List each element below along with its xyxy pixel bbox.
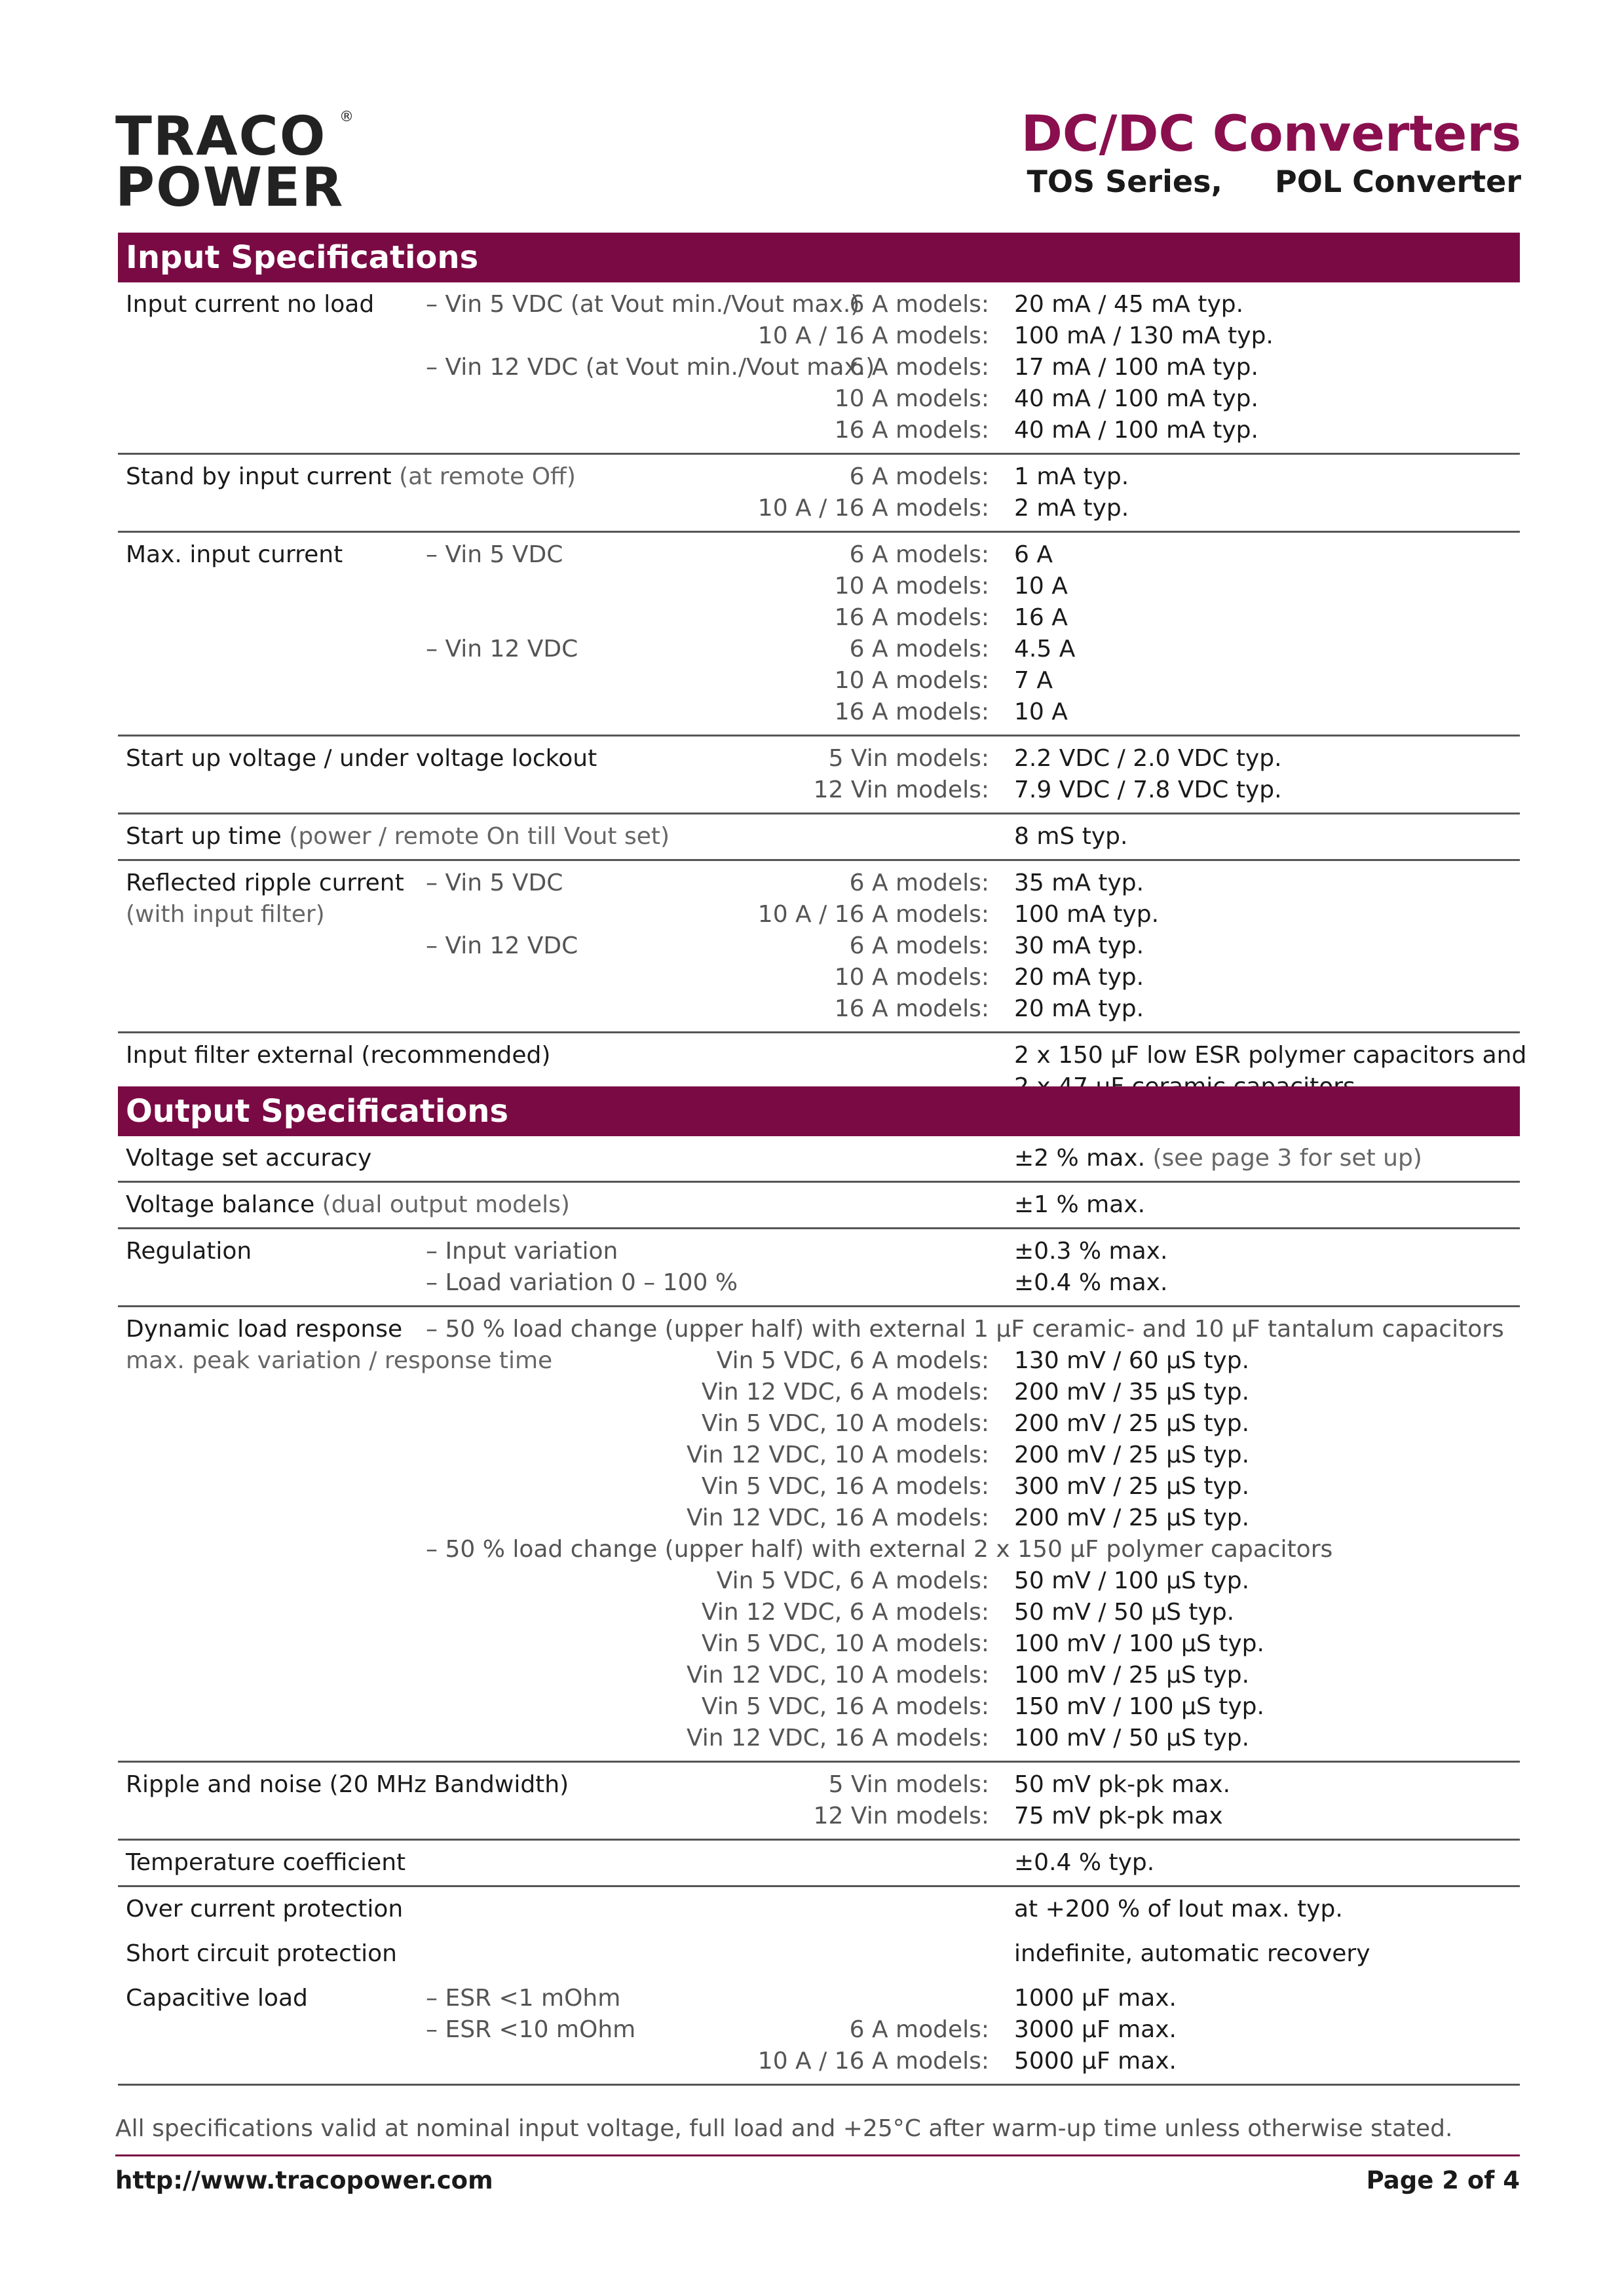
spec-model: Vin 12 VDC, 10 A models: — [686, 1442, 989, 1468]
spec-value — [1014, 665, 1053, 697]
spec-label-note: (dual output models) — [314, 1191, 570, 1218]
spec-value — [1014, 1440, 1249, 1471]
spec-line — [118, 899, 1520, 930]
spec-value-text: 100 mV / 100 µS typ. — [1014, 1630, 1264, 1657]
spec-model: Vin 12 VDC, 6 A models: — [701, 1379, 989, 1406]
spec-value-text: 300 mV / 25 µS typ. — [1014, 1473, 1250, 1500]
spec-label — [126, 1236, 252, 1267]
spec-condition: – 50 % load change (upper half) with external 1 µF ceramic- and 10 µF tantalum capacitors — [426, 1316, 1504, 1343]
spec-value-text: 35 mA typ. — [1014, 870, 1144, 896]
spec-value-text: 30 mA typ. — [1014, 932, 1144, 959]
spec-label-note: max. peak variation / response time — [126, 1347, 553, 1374]
spec-model: 6 A models: — [849, 463, 989, 490]
spec-value-text: 50 mV / 100 µS typ. — [1014, 1567, 1250, 1594]
footnote: All specifications valid at nominal input voltage, full load and +25°C after warm-up time unless otherwise stated. — [115, 2115, 1453, 2142]
spec-value — [1014, 1628, 1264, 1660]
spec-value — [1014, 1723, 1249, 1754]
spec-value — [1014, 2046, 1177, 2077]
spec-line — [118, 1440, 1520, 1471]
spec-row — [118, 1136, 1520, 1183]
spec-row — [118, 1976, 1520, 2086]
spec-line — [118, 1801, 1520, 1832]
spec-label — [126, 461, 576, 493]
spec-model: 6 A models: — [849, 636, 989, 662]
spec-line — [118, 539, 1520, 571]
spec-model: 6 A models: — [849, 2016, 989, 2043]
spec-condition: – 50 % load change (upper half) with external 2 x 150 µF polymer capacitors — [426, 1536, 1333, 1563]
registered-mark: ® — [339, 109, 354, 125]
spec-row — [118, 1307, 1520, 1763]
spec-value — [1014, 1597, 1234, 1628]
spec-row — [118, 282, 1520, 455]
spec-value-text: 100 mA typ. — [1014, 901, 1160, 928]
spec-label — [126, 1345, 552, 1377]
spec-value — [1014, 899, 1159, 930]
spec-line — [118, 383, 1520, 415]
spec-row — [118, 1932, 1520, 1976]
spec-condition: – ESR <10 mOhm — [426, 2016, 636, 2043]
spec-model: Vin 5 VDC, 16 A models: — [701, 1693, 989, 1720]
spec-condition: – Vin 12 VDC — [426, 932, 578, 959]
spec-value-text: 20 mA typ. — [1014, 964, 1144, 991]
spec-label-text: Over current protection — [126, 1896, 404, 1923]
logo-line-2: POWER — [115, 157, 345, 219]
spec-line — [118, 1236, 1520, 1267]
spec-model: 10 A models: — [834, 964, 989, 991]
spec-value — [1014, 821, 1127, 852]
spec-model: 10 A models: — [834, 667, 989, 694]
spec-model: 5 Vin models: — [828, 745, 989, 772]
spec-value — [1014, 320, 1274, 352]
spec-value — [1014, 1983, 1177, 2014]
spec-value — [1014, 1938, 1370, 1970]
spec-value-text: 20 mA / 45 mA typ. — [1014, 291, 1244, 318]
spec-line — [118, 1565, 1520, 1597]
spec-model: 12 Vin models: — [813, 776, 989, 803]
spec-model: 10 A / 16 A models: — [757, 901, 989, 928]
spec-line — [118, 775, 1520, 806]
spec-model: Vin 12 VDC, 16 A models: — [686, 1725, 989, 1751]
spec-line — [118, 320, 1520, 352]
spec-label-text: Dynamic load response — [126, 1316, 403, 1343]
spec-value-text: 17 mA / 100 mA typ. — [1014, 354, 1258, 381]
spec-value-text: 16 A — [1014, 604, 1068, 631]
spec-label-text: Reflected ripple current — [126, 870, 404, 896]
spec-value-text: 1 mA typ. — [1014, 463, 1129, 490]
spec-model: 10 A / 16 A models: — [757, 322, 989, 349]
spec-condition: – Vin 5 VDC (at Vout min./Vout max.) — [426, 291, 860, 318]
spec-value-text: 7.9 VDC / 7.8 VDC typ. — [1014, 776, 1282, 803]
spec-value-text: ±0.4 % max. — [1014, 1269, 1168, 1296]
spec-value — [1014, 775, 1282, 806]
spec-line — [118, 415, 1520, 446]
spec-label — [126, 743, 597, 775]
spec-row — [118, 1183, 1520, 1229]
spec-value-text: 200 mV / 25 µS typ. — [1014, 1442, 1250, 1468]
spec-model: 12 Vin models: — [813, 1803, 989, 1829]
output-specifications-heading: Output Specifications — [118, 1086, 1520, 1136]
spec-row — [118, 1887, 1520, 1932]
spec-value-text: 1000 µF max. — [1014, 1985, 1177, 2012]
footer-website-link[interactable]: http://www.tracopower.com — [115, 2166, 493, 2194]
spec-value-text: indefinite, automatic recovery — [1014, 1940, 1370, 1967]
spec-label-note: (with input filter) — [126, 901, 325, 928]
spec-condition: – Vin 12 VDC (at Vout min./Vout max.) — [426, 354, 875, 381]
spec-value — [1014, 2014, 1177, 2046]
spec-value — [1014, 930, 1144, 962]
spec-label — [126, 1894, 403, 1925]
spec-model: Vin 5 VDC, 10 A models: — [701, 1630, 989, 1657]
spec-value — [1014, 352, 1258, 383]
spec-value — [1014, 493, 1129, 524]
traco-power-logo — [115, 105, 377, 219]
spec-model: Vin 12 VDC, 10 A models: — [686, 1662, 989, 1689]
spec-label-note: (at remote Off) — [391, 463, 576, 490]
spec-value-text: 40 mA / 100 mA typ. — [1014, 417, 1258, 444]
spec-value — [1014, 1040, 1526, 1071]
spec-line — [118, 1660, 1520, 1691]
spec-value-text: 200 mV / 25 µS typ. — [1014, 1410, 1250, 1437]
spec-value-text: 100 mV / 50 µS typ. — [1014, 1725, 1250, 1751]
document-title-block — [1021, 105, 1521, 201]
spec-value — [1014, 1847, 1154, 1879]
spec-line — [118, 1534, 1520, 1565]
spec-row — [118, 861, 1520, 1033]
page-title: DC/DC Converters — [1021, 104, 1521, 163]
page-subtitle: TOS Series, POL Converter — [1027, 164, 1521, 199]
spec-value — [1014, 1565, 1249, 1597]
spec-model: 6 A models: — [849, 291, 989, 318]
spec-line — [118, 1040, 1527, 1071]
spec-line — [118, 571, 1520, 602]
spec-value-note: (see page 3 for set up) — [1145, 1145, 1422, 1172]
spec-line — [118, 1377, 1520, 1408]
spec-value-text: 2.2 VDC / 2.0 VDC typ. — [1014, 745, 1282, 772]
input-specifications-table — [118, 233, 1527, 1109]
spec-value — [1014, 1408, 1249, 1440]
spec-line — [118, 821, 1520, 852]
spec-value-text: 10 A — [1014, 573, 1068, 600]
spec-row — [118, 737, 1520, 814]
spec-line — [118, 1938, 1520, 1970]
spec-value-text: 75 mV pk-pk max — [1014, 1803, 1223, 1829]
spec-line — [118, 1723, 1520, 1754]
spec-model: Vin 5 VDC, 10 A models: — [701, 1410, 989, 1437]
spec-label — [126, 1769, 569, 1801]
spec-value — [1014, 1894, 1343, 1925]
spec-value-text: 100 mA / 130 mA typ. — [1014, 322, 1274, 349]
spec-value — [1014, 383, 1258, 415]
spec-condition: – Vin 5 VDC — [426, 870, 563, 896]
spec-line — [118, 2014, 1520, 2046]
spec-label-text: Max. input current — [126, 541, 343, 568]
spec-value-text: 200 mV / 35 µS typ. — [1014, 1379, 1250, 1406]
spec-row — [118, 1841, 1520, 1887]
spec-value — [1014, 1660, 1249, 1691]
spec-value — [1014, 415, 1258, 446]
spec-line — [118, 1314, 1520, 1345]
spec-row — [118, 1763, 1520, 1841]
spec-value — [1014, 962, 1144, 993]
spec-label — [126, 899, 325, 930]
spec-line — [118, 1597, 1520, 1628]
logo-line-1: TRACO — [115, 105, 327, 168]
spec-model: Vin 5 VDC, 6 A models: — [716, 1347, 989, 1374]
spec-value — [1014, 289, 1243, 320]
spec-line — [118, 1983, 1520, 2014]
spec-line — [118, 1143, 1520, 1174]
footer-divider — [115, 2154, 1520, 2156]
spec-row — [118, 1229, 1520, 1307]
spec-line — [118, 1502, 1520, 1534]
spec-model: Vin 12 VDC, 16 A models: — [686, 1504, 989, 1531]
spec-value-text: 7 A — [1014, 667, 1053, 694]
spec-label-text: Stand by input current — [126, 463, 392, 490]
spec-value — [1014, 993, 1144, 1025]
spec-value — [1014, 1143, 1422, 1174]
spec-model: 16 A models: — [834, 604, 989, 631]
spec-value — [1014, 868, 1144, 899]
spec-model: 16 A models: — [834, 417, 989, 444]
spec-value-text: 20 mA typ. — [1014, 995, 1144, 1022]
spec-value — [1014, 1345, 1249, 1377]
spec-line — [118, 962, 1520, 993]
spec-model: 6 A models: — [849, 541, 989, 568]
spec-line — [118, 1769, 1520, 1801]
spec-label-note: (power / remote On till Vout set) — [281, 823, 670, 850]
spec-label — [126, 539, 343, 571]
spec-value-text: 5000 µF max. — [1014, 2048, 1177, 2075]
spec-model: 10 A / 16 A models: — [757, 2048, 989, 2075]
spec-condition: – Load variation 0 – 100 % — [426, 1269, 738, 1296]
spec-label-text: Start up voltage / under voltage lockout — [126, 745, 597, 772]
spec-line — [118, 1189, 1520, 1221]
spec-model: 6 A models: — [849, 354, 989, 381]
spec-line — [118, 697, 1520, 728]
spec-value-text: at +200 % of Iout max. typ. — [1014, 1896, 1343, 1923]
spec-value-text: 2 x 150 µF low ESR polymer capacitors and — [1014, 1042, 1527, 1069]
spec-value-text: 8 mS typ. — [1014, 823, 1128, 850]
spec-value-text: 10 A — [1014, 698, 1068, 725]
spec-value — [1014, 1801, 1223, 1832]
output-specifications-table — [118, 1086, 1520, 2086]
spec-value — [1014, 1691, 1264, 1723]
spec-line — [118, 634, 1520, 665]
spec-line — [118, 461, 1520, 493]
spec-model: 10 A models: — [834, 385, 989, 412]
spec-line — [118, 1345, 1520, 1377]
spec-label — [126, 1040, 550, 1071]
spec-model: 16 A models: — [834, 698, 989, 725]
spec-label-text: Capacitive load — [126, 1985, 308, 2012]
spec-value — [1014, 697, 1068, 728]
spec-value-text: 2 mA typ. — [1014, 495, 1129, 522]
spec-value-text: 4.5 A — [1014, 636, 1076, 662]
spec-row — [118, 533, 1520, 737]
spec-label-text: Regulation — [126, 1238, 252, 1265]
spec-value-text: 200 mV / 25 µS typ. — [1014, 1504, 1250, 1531]
spec-value — [1014, 571, 1068, 602]
spec-value-text: 150 mV / 100 µS typ. — [1014, 1693, 1264, 1720]
spec-line — [118, 1408, 1520, 1440]
spec-line — [118, 2046, 1520, 2077]
spec-value-text: ±1 % max. — [1014, 1191, 1146, 1218]
spec-model: 6 A models: — [849, 870, 989, 896]
spec-label — [126, 868, 404, 899]
spec-line — [118, 743, 1520, 775]
spec-line — [118, 868, 1520, 899]
spec-label — [126, 1143, 371, 1174]
page-number: Page 2 of 4 — [1366, 2166, 1520, 2194]
spec-line — [118, 1628, 1520, 1660]
spec-label — [126, 289, 374, 320]
spec-line — [118, 602, 1520, 634]
spec-value-text: ±0.3 % max. — [1014, 1238, 1168, 1265]
spec-label — [126, 1314, 402, 1345]
spec-condition: – ESR <1 mOhm — [426, 1985, 621, 2012]
spec-value — [1014, 539, 1053, 571]
spec-value-text: 40 mA / 100 mA typ. — [1014, 385, 1258, 412]
spec-condition: – Input variation — [426, 1238, 618, 1265]
spec-value-text: ±0.4 % typ. — [1014, 1849, 1155, 1876]
spec-label-text: Short circuit protection — [126, 1940, 397, 1967]
spec-value — [1014, 1267, 1167, 1299]
spec-label-text: Temperature coefficient — [126, 1849, 406, 1876]
spec-label-text: Voltage set accuracy — [126, 1145, 372, 1172]
spec-value-text: 100 mV / 25 µS typ. — [1014, 1662, 1250, 1689]
spec-value-text: 50 mV / 50 µS typ. — [1014, 1599, 1235, 1626]
spec-line — [118, 1471, 1520, 1502]
spec-label — [126, 1983, 308, 2014]
spec-model: 10 A / 16 A models: — [757, 495, 989, 522]
spec-label — [126, 1189, 570, 1221]
spec-value — [1014, 602, 1068, 634]
spec-value — [1014, 743, 1282, 775]
spec-label-text: Voltage balance — [126, 1191, 315, 1218]
spec-value — [1014, 1502, 1249, 1534]
spec-row — [118, 455, 1520, 533]
spec-line — [118, 993, 1520, 1025]
spec-line — [118, 493, 1520, 524]
spec-value — [1014, 1236, 1167, 1267]
spec-condition: – Vin 5 VDC — [426, 541, 563, 568]
spec-label-text: Input current no load — [126, 291, 375, 318]
spec-condition: – Vin 12 VDC — [426, 636, 578, 662]
spec-row — [118, 814, 1520, 861]
spec-value — [1014, 1471, 1249, 1502]
spec-value — [1014, 634, 1075, 665]
spec-value — [1014, 1769, 1230, 1801]
spec-line — [118, 930, 1520, 962]
spec-line — [118, 1267, 1520, 1299]
spec-label — [126, 821, 670, 852]
spec-value-text: ±2 % max. — [1014, 1145, 1146, 1172]
spec-value — [1014, 461, 1129, 493]
spec-line — [118, 289, 1520, 320]
spec-line — [118, 352, 1520, 383]
spec-model: 6 A models: — [849, 932, 989, 959]
input-specifications-heading: Input Specifications — [118, 233, 1520, 282]
spec-label-text: Input filter external (recommended) — [126, 1042, 551, 1069]
spec-label — [126, 1847, 406, 1879]
spec-value-text: 6 A — [1014, 541, 1053, 568]
spec-model: Vin 5 VDC, 6 A models: — [716, 1567, 989, 1594]
spec-model: Vin 12 VDC, 6 A models: — [701, 1599, 989, 1626]
spec-model: 5 Vin models: — [828, 1771, 989, 1798]
spec-model: 16 A models: — [834, 995, 989, 1022]
spec-label-text: Start up time — [126, 823, 282, 850]
spec-line — [118, 1691, 1520, 1723]
spec-line — [118, 1894, 1520, 1925]
spec-label-text: Ripple and noise (20 MHz Bandwidth) — [126, 1771, 569, 1798]
spec-line — [118, 1847, 1520, 1879]
spec-value-text: 130 mV / 60 µS typ. — [1014, 1347, 1250, 1374]
spec-model: 10 A models: — [834, 573, 989, 600]
spec-label — [126, 1938, 397, 1970]
spec-model: Vin 5 VDC, 16 A models: — [701, 1473, 989, 1500]
spec-line — [118, 665, 1520, 697]
spec-value-text: 50 mV pk-pk max. — [1014, 1771, 1231, 1798]
spec-value-text: 3000 µF max. — [1014, 2016, 1177, 2043]
spec-value — [1014, 1377, 1249, 1408]
spec-value — [1014, 1189, 1145, 1221]
